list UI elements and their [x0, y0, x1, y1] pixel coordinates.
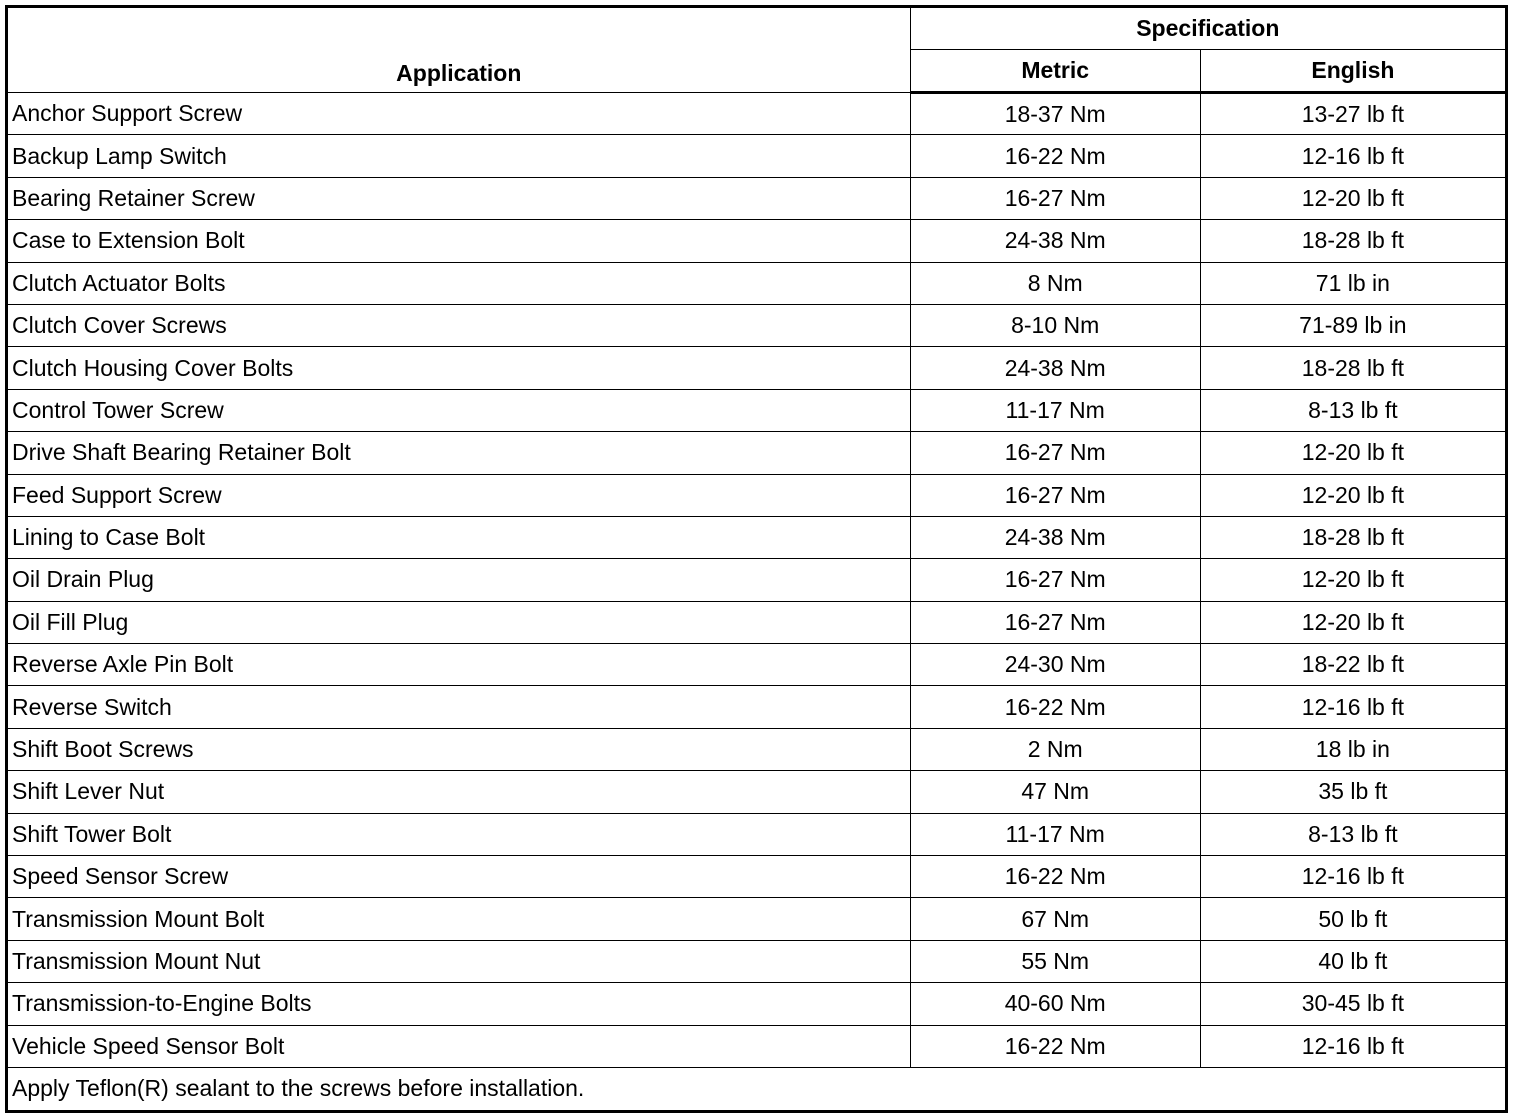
cell-application: Speed Sensor Screw	[7, 856, 911, 898]
cell-english: 18-28 lb ft	[1200, 516, 1506, 558]
cell-application: Oil Fill Plug	[7, 601, 911, 643]
table-row	[7, 601, 1507, 643]
cell-application: Shift Lever Nut	[7, 771, 911, 813]
cell-application: Transmission-to-Engine Bolts	[7, 983, 911, 1025]
table-row	[7, 432, 1507, 474]
table-note: Apply Teflon(R) sealant to the screws before installation.	[7, 1067, 1507, 1111]
cell-application: Bearing Retainer Screw	[7, 177, 911, 219]
cell-metric: 24-38 Nm	[910, 220, 1200, 262]
table-row	[7, 262, 1507, 304]
cell-application: Drive Shaft Bearing Retainer Bolt	[7, 432, 911, 474]
cell-english: 18 lb in	[1200, 728, 1506, 770]
table-header	[7, 7, 1507, 93]
cell-application: Reverse Axle Pin Bolt	[7, 644, 911, 686]
torque-spec-table	[5, 5, 1508, 1113]
cell-english: 50 lb ft	[1200, 898, 1506, 940]
cell-metric: 11-17 Nm	[910, 389, 1200, 431]
cell-metric: 16-22 Nm	[910, 686, 1200, 728]
table-row	[7, 389, 1507, 431]
cell-metric: 2 Nm	[910, 728, 1200, 770]
table-row	[7, 559, 1507, 601]
table-row	[7, 177, 1507, 219]
table-row	[7, 940, 1507, 982]
cell-english: 12-20 lb ft	[1200, 177, 1506, 219]
table-row	[7, 898, 1507, 940]
table-body	[7, 93, 1507, 1068]
cell-metric: 8-10 Nm	[910, 304, 1200, 346]
cell-application: Clutch Actuator Bolts	[7, 262, 911, 304]
cell-metric: 24-38 Nm	[910, 347, 1200, 389]
cell-english: 12-16 lb ft	[1200, 686, 1506, 728]
cell-application: Clutch Housing Cover Bolts	[7, 347, 911, 389]
cell-english: 18-28 lb ft	[1200, 347, 1506, 389]
cell-application: Shift Tower Bolt	[7, 813, 911, 855]
table-row	[7, 813, 1507, 855]
cell-english: 12-16 lb ft	[1200, 1025, 1506, 1067]
cell-metric: 18-37 Nm	[910, 93, 1200, 135]
cell-application: Feed Support Screw	[7, 474, 911, 516]
table-row	[7, 983, 1507, 1025]
header-metric: Metric	[910, 50, 1200, 93]
table-row	[7, 93, 1507, 135]
header-english: English	[1200, 50, 1506, 93]
cell-english: 12-20 lb ft	[1200, 432, 1506, 474]
cell-metric: 16-22 Nm	[910, 856, 1200, 898]
cell-application: Control Tower Screw	[7, 389, 911, 431]
table-row	[7, 686, 1507, 728]
cell-application: Reverse Switch	[7, 686, 911, 728]
table-row	[7, 1025, 1507, 1067]
table-row	[7, 856, 1507, 898]
cell-metric: 55 Nm	[910, 940, 1200, 982]
cell-application: Clutch Cover Screws	[7, 304, 911, 346]
cell-metric: 16-27 Nm	[910, 601, 1200, 643]
cell-metric: 16-27 Nm	[910, 559, 1200, 601]
table-row	[7, 304, 1507, 346]
cell-english: 13-27 lb ft	[1200, 93, 1506, 135]
table-row	[7, 771, 1507, 813]
table-row	[7, 644, 1507, 686]
cell-metric: 24-30 Nm	[910, 644, 1200, 686]
header-application: Application	[7, 7, 911, 93]
cell-application: Backup Lamp Switch	[7, 135, 911, 177]
cell-metric: 16-27 Nm	[910, 474, 1200, 516]
cell-metric: 67 Nm	[910, 898, 1200, 940]
cell-application: Lining to Case Bolt	[7, 516, 911, 558]
cell-english: 12-20 lb ft	[1200, 474, 1506, 516]
cell-application: Case to Extension Bolt	[7, 220, 911, 262]
table-row	[7, 516, 1507, 558]
cell-application: Shift Boot Screws	[7, 728, 911, 770]
cell-metric: 16-27 Nm	[910, 177, 1200, 219]
cell-english: 30-45 lb ft	[1200, 983, 1506, 1025]
cell-english: 8-13 lb ft	[1200, 813, 1506, 855]
cell-english: 12-20 lb ft	[1200, 559, 1506, 601]
cell-application: Oil Drain Plug	[7, 559, 911, 601]
cell-metric: 16-22 Nm	[910, 1025, 1200, 1067]
header-specification: Specification	[910, 7, 1506, 50]
cell-application: Vehicle Speed Sensor Bolt	[7, 1025, 911, 1067]
cell-english: 12-16 lb ft	[1200, 856, 1506, 898]
cell-english: 18-22 lb ft	[1200, 644, 1506, 686]
cell-application: Anchor Support Screw	[7, 93, 911, 135]
table-row	[7, 135, 1507, 177]
cell-metric: 47 Nm	[910, 771, 1200, 813]
cell-english: 40 lb ft	[1200, 940, 1506, 982]
cell-metric: 40-60 Nm	[910, 983, 1200, 1025]
cell-metric: 24-38 Nm	[910, 516, 1200, 558]
cell-metric: 16-22 Nm	[910, 135, 1200, 177]
cell-english: 12-20 lb ft	[1200, 601, 1506, 643]
cell-metric: 16-27 Nm	[910, 432, 1200, 474]
table-row	[7, 728, 1507, 770]
cell-application: Transmission Mount Nut	[7, 940, 911, 982]
cell-metric: 8 Nm	[910, 262, 1200, 304]
cell-english: 71 lb in	[1200, 262, 1506, 304]
cell-english: 8-13 lb ft	[1200, 389, 1506, 431]
cell-english: 18-28 lb ft	[1200, 220, 1506, 262]
table-row	[7, 220, 1507, 262]
cell-metric: 11-17 Nm	[910, 813, 1200, 855]
cell-english: 35 lb ft	[1200, 771, 1506, 813]
table-row	[7, 474, 1507, 516]
cell-application: Transmission Mount Bolt	[7, 898, 911, 940]
cell-english: 71-89 lb in	[1200, 304, 1506, 346]
cell-english: 12-16 lb ft	[1200, 135, 1506, 177]
table-row	[7, 347, 1507, 389]
